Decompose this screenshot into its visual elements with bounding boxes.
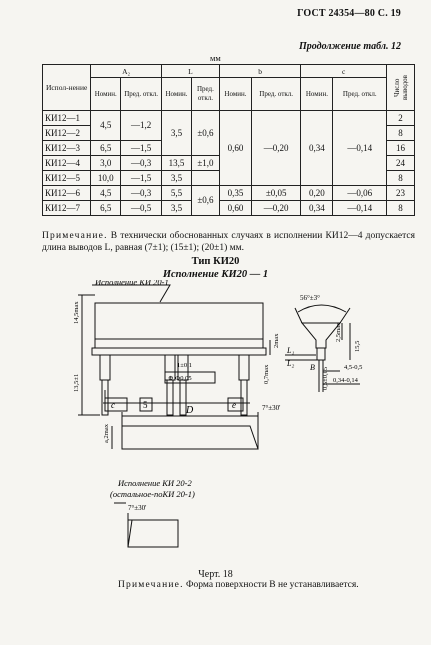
body-outline: [95, 303, 263, 348]
dim-155: 15,5: [354, 340, 361, 352]
head-pins: Число выводов: [387, 65, 415, 111]
cell-name: КИ12—4: [43, 156, 91, 171]
label-leader: [92, 285, 170, 302]
dim-c: c: [111, 400, 115, 410]
cell-L: 3,5: [161, 201, 191, 216]
cell-Ld: ±0,6: [192, 111, 220, 156]
cell-a2d: —1,5: [121, 141, 162, 156]
cell-L: 13,5: [161, 156, 191, 171]
note-lead: Примечание.: [42, 231, 108, 241]
cell-name: КИ12—6: [43, 186, 91, 201]
cell-name: КИ12—5: [43, 171, 91, 186]
cell-a2: 4,5: [91, 186, 121, 201]
cell-L: 3,5: [161, 171, 191, 186]
page-header: ГОСТ 24354—80 С. 19: [297, 8, 401, 19]
cell-n: 8: [387, 201, 415, 216]
technical-drawing: [0, 280, 431, 570]
dim-e: e: [232, 400, 236, 410]
dim-s: 5: [143, 400, 148, 410]
cell-a2d: —1,5: [121, 171, 162, 186]
cell-bd: —0,20: [252, 201, 301, 216]
spec-table: [42, 64, 415, 216]
drawing-label-variant2: Исполнение КИ 20-2: [118, 478, 192, 488]
head-c: c: [301, 65, 387, 78]
pin: [239, 355, 249, 380]
head-dev: Пред. откл.: [192, 78, 220, 111]
table-row: [43, 186, 415, 201]
drawing-label-top: Исполнение КИ 20-1: [95, 280, 169, 287]
cell-L: 5,5: [161, 186, 191, 201]
head-nom: Номин.: [91, 78, 121, 111]
variant2-body: [128, 520, 178, 547]
head-dev: Пред. откл.: [252, 78, 301, 111]
cell-a2d: —0,3: [121, 156, 162, 171]
table-note: [42, 230, 415, 254]
cell-n: 24: [387, 156, 415, 171]
cell-name: КИ12—1: [43, 111, 91, 126]
cell-b: 0,35: [219, 186, 251, 201]
note-lead: Примечание.: [118, 580, 184, 590]
cell-bd: ±0,05: [252, 186, 301, 201]
dim-07max: 0,7max: [263, 364, 270, 384]
dim-D: D: [186, 405, 194, 416]
head-nom: Номин.: [301, 78, 333, 111]
cell-Ld: [192, 171, 220, 186]
angle-arc: [298, 305, 346, 312]
dim-tolerance-a: 1±0,1: [177, 362, 192, 369]
head-nom: Номин.: [219, 78, 251, 111]
cell-cd: —0,14: [333, 201, 387, 216]
dim-angle: 7°±30': [262, 404, 281, 412]
profile-neck: [317, 348, 325, 360]
cell-a2: 4,5: [91, 111, 121, 141]
drawing-note: [118, 580, 359, 590]
cell-b: 0,60: [219, 111, 251, 186]
note-text: Форма поверхности B не устанавливается.: [183, 580, 359, 590]
dim-L1: L₁: [287, 346, 295, 355]
cell-Ld: ±0,6: [192, 186, 220, 216]
cell-c: 0,34: [301, 201, 333, 216]
figure-caption: Черт. 18: [198, 569, 233, 580]
cell-Ld: ±1,0: [192, 156, 220, 171]
head-L: L: [161, 65, 219, 78]
dim-034: 0,34-0,14: [333, 377, 358, 384]
dim-height: 14,5max: [73, 301, 80, 324]
table-continuation: Продолжение табл. 12: [298, 41, 401, 52]
table-row: [43, 111, 415, 126]
pin: [167, 380, 173, 415]
cell-bd: —0,20: [252, 111, 301, 186]
cell-b: 0,60: [219, 201, 251, 216]
base-plate: [92, 348, 266, 355]
cell-n: 16: [387, 141, 415, 156]
cell-c: 0,34: [301, 111, 333, 186]
dim-b: 0,5±0,05: [322, 366, 329, 390]
dim-2max: 2max: [273, 333, 280, 348]
dim-angle-variant2: 7°±30': [128, 504, 147, 512]
type-title: Тип КИ20: [191, 256, 240, 267]
cell-n: 8: [387, 126, 415, 141]
unit-label: мм: [210, 53, 221, 63]
dim-tolerance-b: ⊕ Ф0,05: [168, 375, 192, 382]
cell-n: 8: [387, 171, 415, 186]
dim-45: 4,5-0,5: [344, 364, 363, 371]
dim-L2: L₂: [287, 359, 295, 368]
cell-a2d: —0,5: [121, 201, 162, 216]
cell-cd: —0,14: [333, 111, 387, 186]
dim-56: 56°±3°: [300, 294, 320, 302]
note-text: В технически обоснованных случаях в исполнении КИ12—4 допускается длина выводов L, равная (7±1); (15±1); (20±1) мм.: [42, 231, 415, 253]
head-a2: A₂: [91, 65, 162, 78]
cell-name: КИ12—7: [43, 201, 91, 216]
head-dev: Пред. откл.: [121, 78, 162, 111]
cell-a2d: —0,3: [121, 186, 162, 201]
dim-25max: 2,5max: [335, 322, 342, 342]
cell-a2: 3,0: [91, 156, 121, 171]
head-dev: Пред. откл.: [333, 78, 387, 111]
cell-a2d: —1,2: [121, 111, 162, 141]
cell-cd: —0,06: [333, 186, 387, 201]
cell-name: КИ12—3: [43, 141, 91, 156]
cell-n: 2: [387, 111, 415, 126]
cell-L: 3,5: [161, 111, 191, 156]
drawing-label-variant2-note: (остальное-поКИ 20-1): [110, 489, 195, 499]
dim-pin-length: 13,5±1: [73, 373, 80, 392]
variant-title: Исполнение КИ20 — 1: [162, 269, 269, 280]
cell-a2: 10,0: [91, 171, 121, 186]
pin: [100, 355, 110, 380]
cell-c: 0,20: [301, 186, 333, 201]
head-variant: Испол-нение: [43, 65, 91, 111]
table-row: [43, 201, 415, 216]
cell-a2: 6,5: [91, 141, 121, 156]
dim-B-label: B: [310, 363, 315, 372]
head-nom: Номин.: [161, 78, 191, 111]
plate-view: [122, 426, 258, 449]
head-b: b: [219, 65, 300, 78]
cell-a2: 6,5: [91, 201, 121, 216]
dim-a: a,2max: [103, 424, 110, 443]
variant2-edge: [128, 520, 132, 547]
cell-name: КИ12—2: [43, 126, 91, 141]
cell-n: 23: [387, 186, 415, 201]
